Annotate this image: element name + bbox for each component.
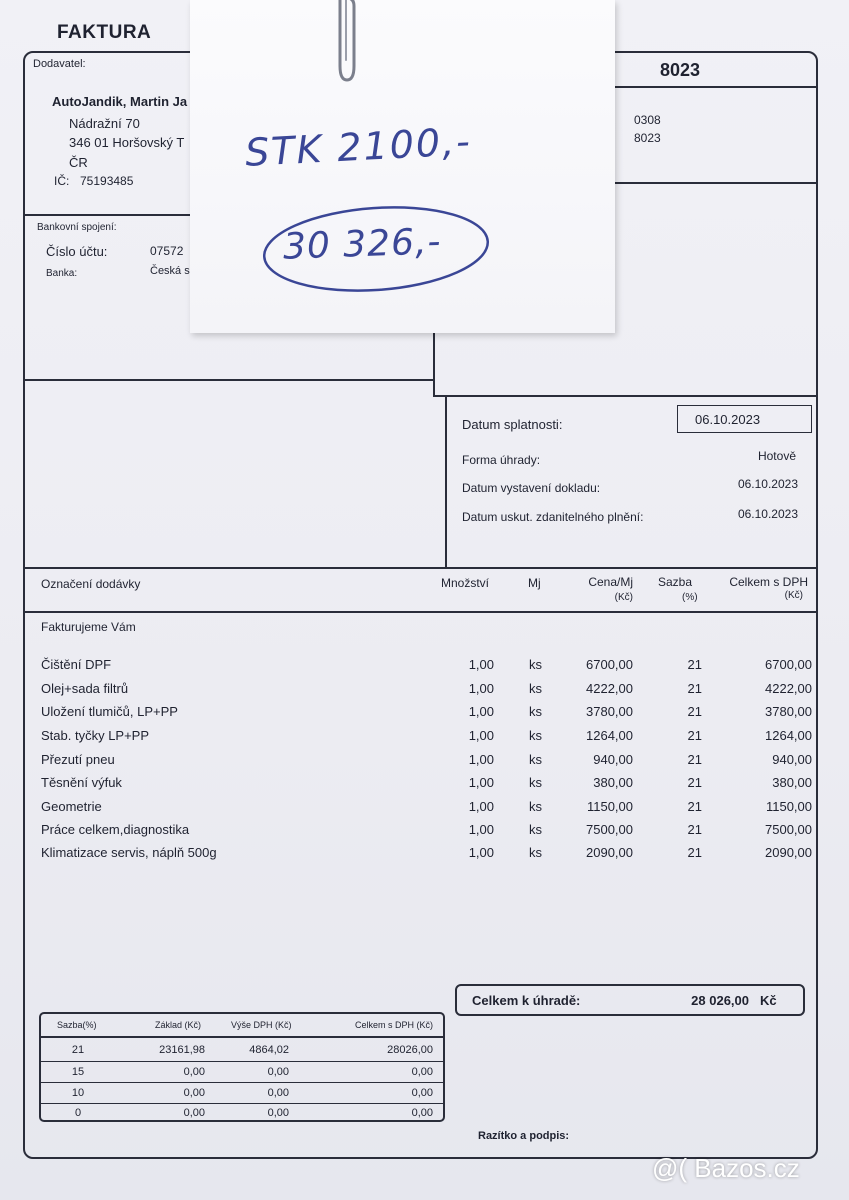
- item-desc: Přezutí pneu: [41, 752, 115, 767]
- items-intro: Fakturujeme Vám: [41, 620, 136, 634]
- item-rate: 21: [687, 845, 702, 860]
- vat-cell: 4864,02: [249, 1044, 289, 1056]
- item-unit: ks: [529, 775, 542, 790]
- item-rate: 21: [687, 728, 702, 743]
- item-unit: ks: [529, 822, 542, 837]
- taxable-date-label: Datum uskut. zdanitelného plnění:: [462, 510, 644, 524]
- vat-cell: 15: [71, 1066, 85, 1078]
- vat-header-row: [41, 1014, 443, 1038]
- item-desc: Klimatizace servis, náplň 500g: [41, 845, 217, 860]
- vat-cell: 0,00: [411, 1107, 433, 1119]
- vat-summary-table: [39, 1012, 445, 1122]
- vat-cell: 0,00: [267, 1066, 289, 1078]
- bank-bottom-divider: [24, 379, 435, 381]
- item-total: 380,00: [772, 775, 812, 790]
- vat-row-divider: [41, 1082, 443, 1083]
- header-rate: Sazba: [658, 575, 693, 589]
- header-desc: Označení dodávky: [41, 577, 141, 591]
- vat-cell: 10: [71, 1087, 85, 1099]
- issue-date-value: 06.10.2023: [737, 477, 798, 491]
- vat-header-cell: Sazba(%): [57, 1020, 97, 1030]
- item-qty: 1,00: [468, 728, 494, 743]
- item-total: 7500,00: [765, 822, 812, 837]
- item-total: 6700,00: [765, 657, 812, 672]
- item-qty: 1,00: [468, 657, 494, 672]
- items-header-top: [24, 567, 817, 569]
- item-unit: ks: [529, 728, 542, 743]
- vat-row-divider: [41, 1061, 443, 1062]
- vat-cell: 0,00: [267, 1107, 289, 1119]
- item-desc: Geometrie: [41, 799, 102, 814]
- supplier-name: AutoJandik, Martin Ja: [52, 94, 188, 109]
- supplier-ic-value: 75193485: [80, 174, 134, 188]
- item-unit: ks: [529, 752, 542, 767]
- bank-label: Bankovní spojení:: [37, 222, 117, 233]
- item-qty: 1,00: [468, 704, 494, 719]
- due-date-label: Datum splatnosti:: [462, 417, 563, 432]
- payment-form-value: Hotově: [757, 449, 796, 463]
- header-qty: Množství: [441, 576, 490, 590]
- header-price-unit: (Kč): [614, 592, 633, 603]
- item-qty: 1,00: [468, 799, 494, 814]
- item-rate: 21: [687, 704, 702, 719]
- code-line-2: 8023: [634, 131, 661, 145]
- item-total: 1150,00: [765, 799, 812, 814]
- vat-cell: 23161,98: [159, 1044, 205, 1056]
- total-due-label: Celkem k úhradě:: [472, 993, 581, 1008]
- note-line-2: 30 326,-: [282, 221, 443, 268]
- account-value: 07572: [150, 244, 184, 258]
- header-unit: Mj: [528, 576, 541, 590]
- bank-name-label: Banka:: [46, 268, 78, 279]
- sticky-note: [190, 0, 615, 333]
- item-total: 4222,00: [765, 681, 812, 696]
- item-row: [0, 657, 849, 677]
- supplier-city: 346 01 Horšovský T: [69, 135, 185, 150]
- item-row: [0, 681, 849, 701]
- item-qty: 1,00: [468, 845, 494, 860]
- vat-cell: 0,00: [267, 1087, 289, 1099]
- item-row: [0, 775, 849, 795]
- item-rate: 21: [687, 681, 702, 696]
- vat-row-divider: [41, 1103, 443, 1104]
- item-desc: Práce celkem,diagnostika: [41, 822, 190, 837]
- item-desc: Čištění DPF: [41, 657, 112, 672]
- vat-cell: 28026,00: [387, 1044, 433, 1056]
- item-unit: ks: [529, 704, 542, 719]
- vat-header-cell: Základ (Kč): [155, 1020, 202, 1030]
- vat-cell: 0,00: [411, 1066, 433, 1078]
- item-total: 2090,00: [765, 845, 812, 860]
- vat-row: [41, 1107, 443, 1125]
- vat-cell: 0,00: [183, 1066, 205, 1078]
- supplier-country: ČR: [69, 155, 88, 170]
- vat-row: [41, 1044, 443, 1062]
- item-qty: 1,00: [468, 681, 494, 696]
- item-unit: ks: [529, 799, 542, 814]
- item-unit: ks: [529, 681, 542, 696]
- document-title: FAKTURA: [57, 22, 152, 43]
- mid-vertical-divider: [433, 330, 435, 396]
- total-due-value: 28 026,00: [691, 993, 749, 1008]
- item-row: [0, 704, 849, 724]
- item-price: 2090,00: [586, 845, 633, 860]
- item-desc: Uložení tlumičů, LP+PP: [41, 704, 178, 719]
- item-row: [0, 728, 849, 748]
- item-row: [0, 845, 849, 865]
- due-date-value: 06.10.2023: [695, 412, 761, 427]
- item-desc: Stab. tyčky LP+PP: [41, 728, 150, 743]
- paper-clip-icon: [332, 0, 360, 86]
- total-due-box: [455, 984, 805, 1016]
- vat-cell: 0: [74, 1107, 82, 1119]
- item-price: 6700,00: [586, 657, 633, 672]
- item-qty: 1,00: [468, 752, 494, 767]
- account-label: Číslo účtu:: [46, 244, 108, 259]
- item-desc: Těsnění výfuk: [41, 775, 122, 790]
- note-line-1: STK 2100,-: [244, 119, 473, 175]
- supplier-label: Dodavatel:: [33, 58, 86, 70]
- taxable-date-value: 06.10.2023: [737, 507, 798, 521]
- total-due-currency: Kč: [760, 993, 777, 1008]
- item-price: 4222,00: [586, 681, 633, 696]
- vat-cell: 0,00: [183, 1107, 205, 1119]
- bazos-watermark: @( Bazos.cz: [652, 1153, 800, 1183]
- issue-date-label: Datum vystavení dokladu:: [462, 481, 601, 495]
- header-total-unit: (Kč): [784, 590, 803, 601]
- code-line-1: 0308: [634, 113, 661, 127]
- payment-form-label: Forma úhrady:: [462, 453, 541, 467]
- items-header-bottom: [24, 611, 817, 613]
- item-rate: 21: [687, 775, 702, 790]
- stamp-signature-label: Razítko a podpis:: [478, 1130, 570, 1142]
- item-price: 1150,00: [586, 799, 633, 814]
- item-row: [0, 822, 849, 842]
- item-rate: 21: [687, 822, 702, 837]
- supplier-street: Nádražní 70: [69, 116, 140, 131]
- item-qty: 1,00: [468, 775, 494, 790]
- payment-left-divider: [445, 395, 447, 567]
- vat-header-cell: Výše DPH (Kč): [231, 1020, 292, 1030]
- vat-header-divider: [41, 1036, 443, 1038]
- item-qty: 1,00: [468, 822, 494, 837]
- item-price: 940,00: [593, 752, 633, 767]
- supplier-ic-label: IČ:: [54, 174, 70, 188]
- header-rate-unit: (%): [682, 592, 698, 603]
- due-date-box: [677, 405, 812, 433]
- header-price: Cena/Mj: [588, 575, 633, 589]
- item-row: [0, 752, 849, 772]
- vat-cell: 0,00: [411, 1087, 433, 1099]
- invoice-number: 8023: [660, 60, 701, 80]
- header-total: Celkem s DPH: [729, 575, 808, 589]
- item-total: 3780,00: [765, 704, 812, 719]
- item-rate: 21: [687, 752, 702, 767]
- item-rate: 21: [687, 799, 702, 814]
- vat-cell: 21: [71, 1044, 85, 1056]
- vat-cell: 0,00: [183, 1087, 205, 1099]
- item-price: 380,00: [593, 775, 633, 790]
- item-unit: ks: [529, 657, 542, 672]
- item-unit: ks: [529, 845, 542, 860]
- vat-header-cell: Celkem s DPH (Kč): [354, 1020, 433, 1030]
- customer-bottom-divider: [433, 395, 817, 397]
- bank-name-value: Česká s: [150, 265, 190, 277]
- item-price: 3780,00: [586, 704, 633, 719]
- item-rate: 21: [687, 657, 702, 672]
- item-price: 1264,00: [586, 728, 633, 743]
- item-price: 7500,00: [586, 822, 633, 837]
- item-desc: Olej+sada filtrů: [41, 681, 129, 696]
- item-total: 1264,00: [765, 728, 812, 743]
- item-total: 940,00: [772, 752, 812, 767]
- item-row: [0, 799, 849, 819]
